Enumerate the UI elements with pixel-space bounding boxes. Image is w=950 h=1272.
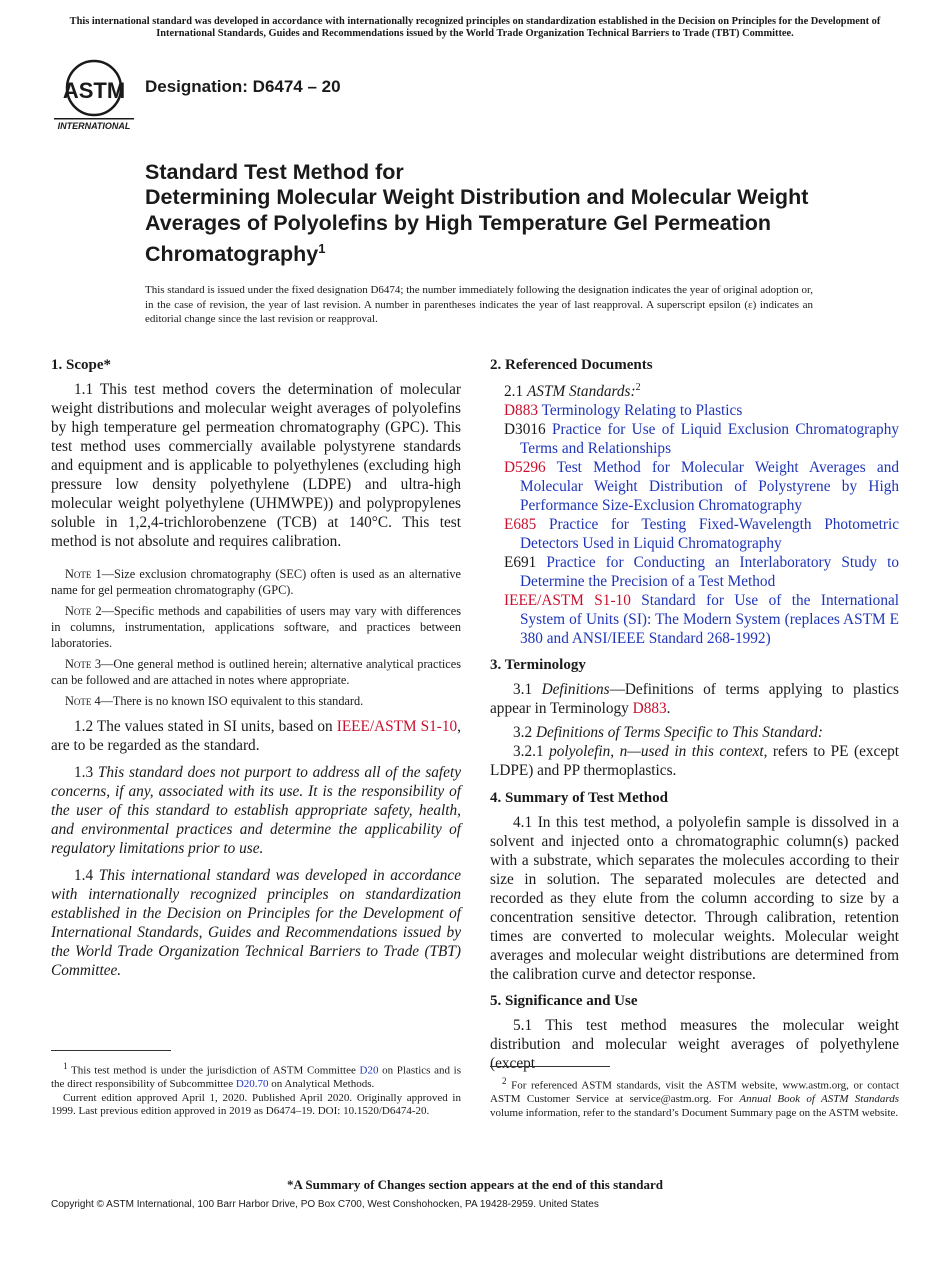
note-4-label: Note 4 xyxy=(65,694,101,708)
title-line-1: Standard Test Method for xyxy=(145,160,404,184)
ref-title[interactable]: Terminology Relating to Plastics xyxy=(541,402,743,420)
para-3-2: 3.2 Definitions of Terms Specific to This Standard: xyxy=(513,724,823,742)
logo-text: ASTM xyxy=(62,78,126,103)
note-2-label: Note 2 xyxy=(65,604,102,618)
ref-title[interactable]: Practice for Use of Liquid Exclusion Chromatography Terms and Relationships xyxy=(520,421,900,458)
para-4-1: 4.1 In this test method, a polyolefin sample is dissolved in a solvent and injected onto a chromatographic column(s) packed with a substrate, which separates the molecules according to their size in solution. The separated molecules are detected and recorded as they elute from the column according to size by a concentration sensitive detector. Through calibration, retention times are converted to molecular weights. Molecular weight averages and molecular weight distributions are determined from the calibration curve and detector response. xyxy=(490,814,899,984)
ref-code-d883[interactable]: D883 xyxy=(504,402,538,420)
title-footnote-mark: 1 xyxy=(318,240,326,256)
footnote-2: $^2$ For referenced ASTM standards, visit the ASTM website, www.astm.org, or contact ASTM Customer Service at service@astm.org. For Annual Book of ASTM Standards volume information, refer to the standard’s Document Summary page on the ASTM website. xyxy=(490,1076,899,1119)
title-line-2: Determining Molecular Weight Distribution and Molecular Weight Averages of Polyolefins by High Temperature Gel Permeation Chromatography xyxy=(145,185,809,267)
referenced-heading: 2. Referenced Documents xyxy=(490,357,653,373)
para-1-1: 1.1 This test method covers the determination of molecular weight distributions and molecular weight averages of polyolefins by high temperature gel permeation chromatography (GPC). This test method uses commercially available polystyrene standards and equipment and is applicable to polyethylenes (excluding high pressure low density polyethylene (LDPE) and ultra-high molecular weight polyethylene (UHMWPE)) and polypropylenes soluble in 1,2,4-trichlorobenzene (TCB) at 140°C. This test method is not absolute and requires calibration. xyxy=(51,381,461,550)
ref-code-d5296[interactable]: D5296 xyxy=(504,459,546,477)
note-4 xyxy=(51,693,461,709)
summary-heading: 4. Summary of Test Method xyxy=(490,790,668,807)
ref-item xyxy=(490,420,899,458)
note-2 xyxy=(51,603,461,651)
note-1-label: Note 1 xyxy=(65,567,102,581)
para-1-2: 1.2 The values stated in SI units, based on IEEE/ASTM S1-10, are to be regarded as the standard. xyxy=(51,718,461,754)
para-3-1: 3.1 Definitions—Definitions of terms applying to plastics appear in Terminology D883. xyxy=(490,681,899,718)
significance-heading: 5. Significance and Use xyxy=(490,993,638,1010)
ref-title[interactable]: Practice for Testing Fixed-Wavelength Photometric Detectors Used in Liquid Chromatography xyxy=(520,516,899,553)
note-3 xyxy=(51,656,461,688)
para-1-3: 1.3 This standard does not purport to address all of the safety concerns, if any, associated with its use. It is the responsibility of the user of this standard to establish appropriate safety, health, and environmental practices and determine the applicability of regulatory limitations prior to use. xyxy=(51,764,461,857)
right-column xyxy=(490,357,899,1073)
ref-item xyxy=(490,553,899,591)
terminology-heading: 3. Terminology xyxy=(490,657,586,674)
left-footnotes xyxy=(51,1050,461,1119)
ref-title[interactable]: Standard for Use of the International System of Units (SI): The Modern System (replaces ASTM E 380 and ANSI/IEEE Standard 268-1992) xyxy=(520,592,900,648)
ref-code-e691: E691 xyxy=(504,554,537,572)
para-5-1: 5.1 This test method measures the molecular weight distribution and molecular weight averages of polyethylene (except xyxy=(490,1017,899,1073)
logo-subtext: INTERNATIONAL xyxy=(57,121,131,131)
ref-item xyxy=(490,515,899,553)
left-column xyxy=(51,357,461,980)
ref-code-ieee-astm[interactable]: IEEE/ASTM S1-10 xyxy=(504,592,631,610)
footnote-1-edition: Current edition approved April 1, 2020. Published April 2020. Originally approved in 1999. Last previous edition approved in 2019 as D6474–19. DOI: 10.1520/D6474-20. xyxy=(51,1091,461,1118)
footnote-rule xyxy=(51,1050,171,1051)
footnote-1: $^1$ This test method is under the jurisdiction of ASTM Committee D20 on Plastics and is the direct responsibility of Subcommittee D20.70 on Analytical Methods. Current edition approved April 1, 2020. Published April 2020. Originally approved in 1999. Last previous edition approved in 2019 as D6474–19. DOI: 10.1520/D6474-20. xyxy=(51,1061,461,1118)
designation: Designation: D6474 – 20 xyxy=(145,77,341,96)
ref-code-d3016: D3016 xyxy=(504,421,546,439)
top-notice: This international standard was developed in accordance with internationally recognized principles on standardization established in the Decision on Principles for the Development of International Standards, Guides and Recommendations issued by the World Trade Organization Technical Barriers to Trade (TBT) Committee. xyxy=(69,16,881,39)
ref-code-e685[interactable]: E685 xyxy=(504,516,537,534)
note-4-text: —There is no known ISO equivalent to this standard. xyxy=(100,694,364,708)
para-1-4: 1.4 This international standard was developed in accordance with internationally recognized principles on standardization established in the Decision on Principles for the Development of International Standards, Guides and Recommendations issued by the World Trade Organization Technical Barriers to Trade (TBT) Committee. xyxy=(51,867,461,979)
note-1-text: —Size exclusion chromatography (SEC) often is used as an alternative name for gel permeation chromatography (GPC). xyxy=(51,567,461,597)
ref-title[interactable]: Practice for Conducting an Interlaboratory Study to Determine the Precision of a Test Method xyxy=(520,554,900,591)
para-3-2-1: 3.2.1 polyolefin, n—used in this context, refers to PE (except LDPE) and PP thermoplastics. xyxy=(490,743,900,780)
ref-item xyxy=(490,401,899,420)
right-footnotes xyxy=(490,1066,899,1120)
note-1 xyxy=(51,566,461,598)
d20-70-link[interactable]: D20.70 xyxy=(235,1078,269,1091)
issued-statement: This standard is issued under the fixed designation D6474; the number immediately following the designation indicates the year of original adoption or, in the case of revision, the year of last revision. A number in parentheses indicates the year of last reapproval. A superscript epsilon (ε) indicates an editorial change since the last revision or reapproval. xyxy=(145,284,813,326)
d20-link[interactable]: D20 xyxy=(359,1064,379,1077)
astm-logo xyxy=(52,58,136,134)
note-3-label: Note 3 xyxy=(65,657,102,671)
ref-item xyxy=(490,591,899,648)
ieee-astm-link[interactable]: IEEE/ASTM S1-10 xyxy=(336,718,458,735)
footnote-rule xyxy=(490,1066,610,1067)
summary-of-changes-note: *A Summary of Changes section appears at the end of this standard xyxy=(287,1177,663,1192)
note-2-text: —Specific methods and capabilities of users may vary with differences in columns, instrumentation, applications software, and practices between laboratories. xyxy=(51,604,461,650)
ref-item xyxy=(490,458,899,515)
astm-standards-subheading: 2.1 ASTM Standards:$^2$ xyxy=(504,382,641,401)
scope-heading: 1. Scope* xyxy=(51,357,111,373)
d883-link[interactable]: D883 xyxy=(632,700,667,718)
note-3-text: —One general method is outlined herein; alternative analytical practices can be followed and are attached in notes where appropriate. xyxy=(51,657,461,687)
document-title xyxy=(145,160,845,267)
ref-title[interactable]: Test Method for Molecular Weight Averages and Molecular Weight Distribution of Polystyrene by High Performance Size-Exclusion Chromatography xyxy=(520,459,899,515)
title-main xyxy=(145,185,845,267)
copyright: Copyright © ASTM International, 100 Barr Harbor Drive, PO Box C700, West Conshohocken, PA 19428-2959. United States xyxy=(51,1199,599,1210)
